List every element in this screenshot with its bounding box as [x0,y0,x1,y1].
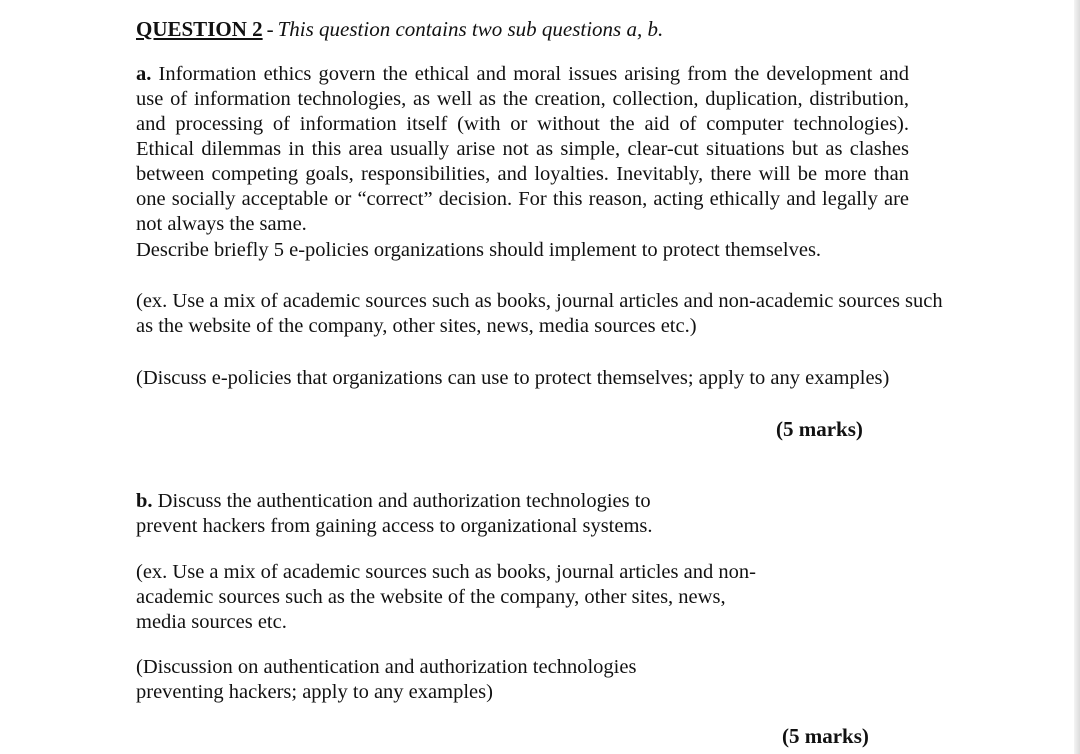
part-a-body: Information ethics govern the ethical and moral issues arising from the development and use of information technologies, as well as the creation, collection, duplication, distribution, and processing of information itself (with or without the aid of computer technologies). Ethical dilemmas in this area usually arise not as simple, clear-cut situations but as clashes between competing goals, responsibilities, and loyalties. Inevitably, there will be more than one socially acceptable or “correct” decision. For this reason, acting ethically and legally are not always the same. [136,63,910,235]
part-a-marks: (5 marks) [776,417,863,441]
part-b-discussion-note: (Discussion on authentication and authorization technologies preventing hackers; apply to any examples) [136,656,637,703]
question-description: This question contains two sub questions a, b. [277,17,664,41]
question-label: QUESTION 2 [136,17,263,41]
part-b-body: Discuss the authentication and authorization technologies to prevent hackers from gaining access to organizational systems. [136,490,653,537]
part-b-marks: (5 marks) [782,724,869,748]
question-heading [136,14,663,44]
part-a-task: Describe briefly 5 e-policies organizations should implement to protect themselves. [136,239,822,261]
part-a-sources-note: (ex. Use a mix of academic sources such as books, journal articles and non-academic sources such as the website of the company, other sites, news, media sources etc.) [136,290,943,337]
part-b-label: b. [136,490,153,512]
question-separator: - [266,17,274,41]
part-a-discussion-note: (Discuss e-policies that organizations can use to protect themselves; apply to any examples) [136,367,890,389]
page-edge-shadow [1074,0,1080,754]
part-b-paragraph [136,489,696,539]
part-a-paragraph [136,62,909,237]
part-a-label: a. [136,63,152,85]
part-b-sources-note: (ex. Use a mix of academic sources such as books, journal articles and non-academic sources such as the website of the company, other sites, news, media sources etc. [136,561,756,633]
